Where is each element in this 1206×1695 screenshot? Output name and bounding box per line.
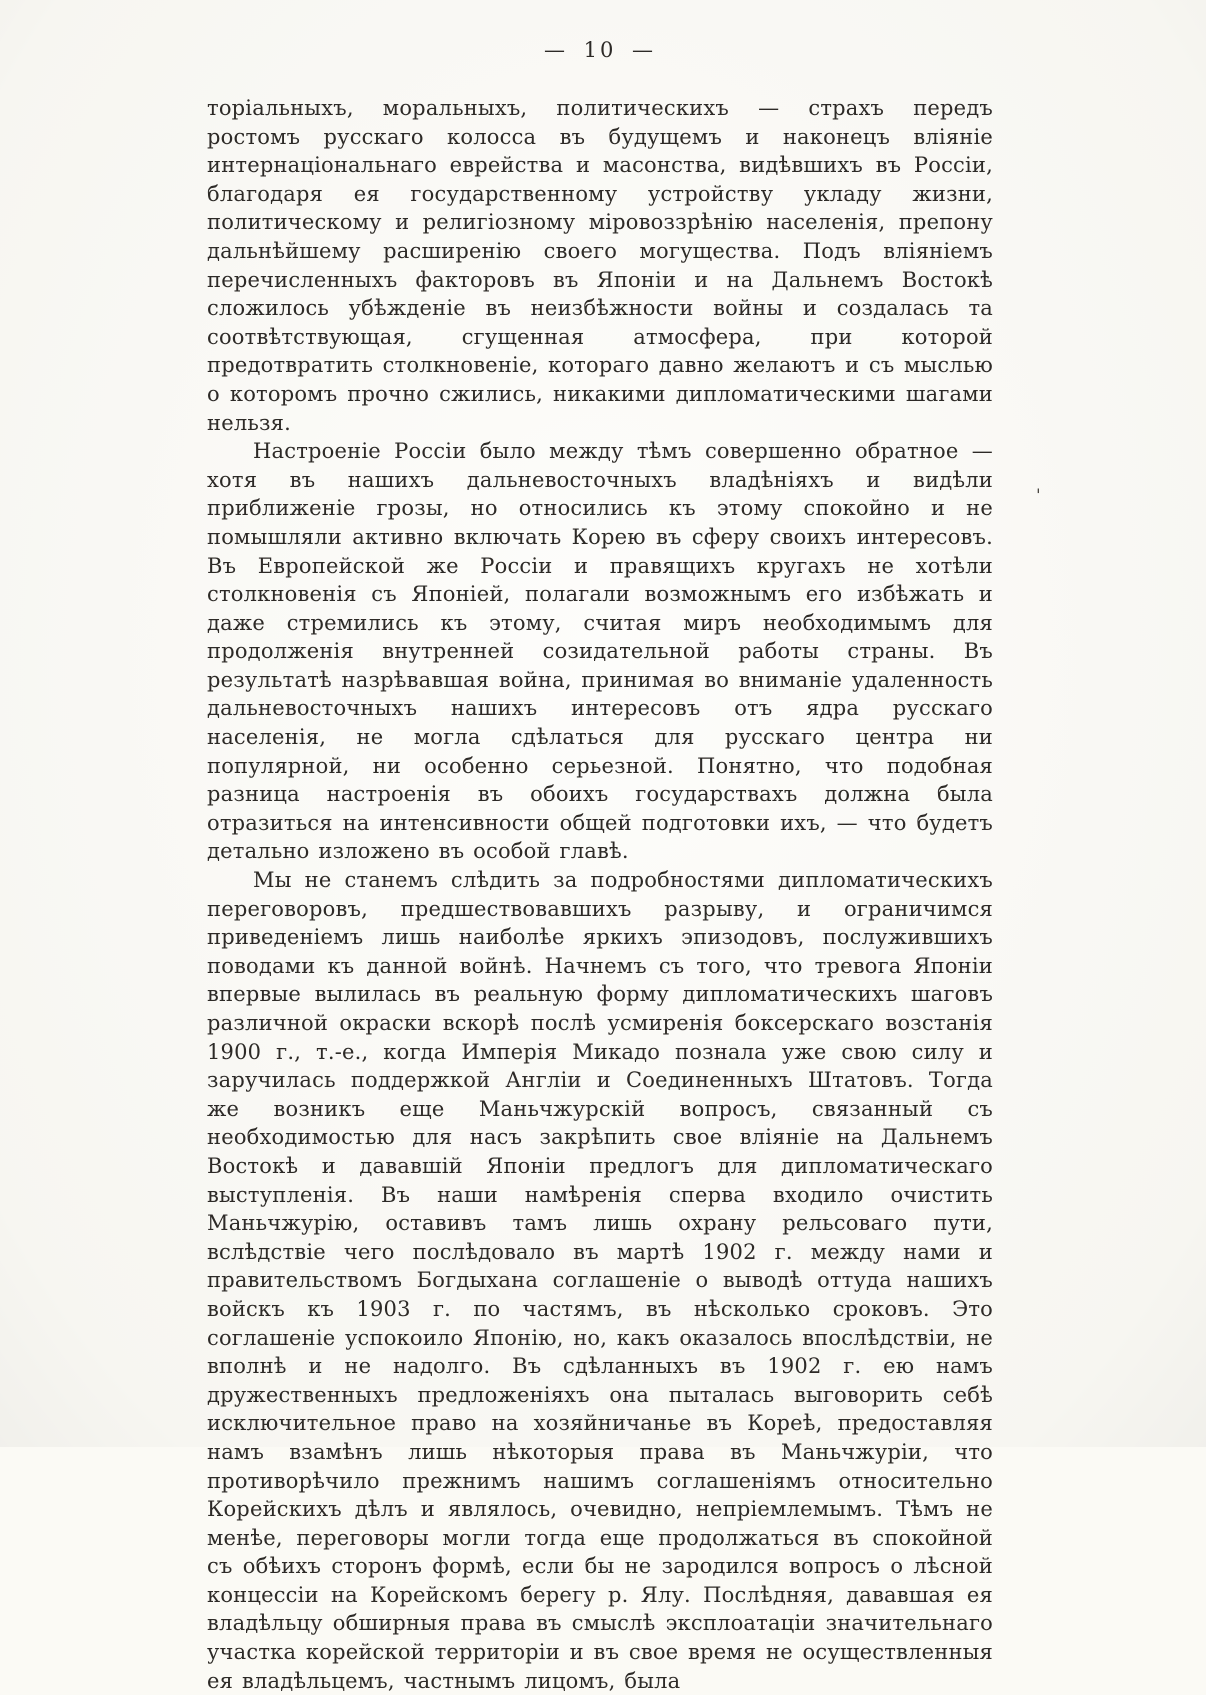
body-text — [207, 94, 993, 1695]
paragraph-continuation: торіальныхъ, моральныхъ, политическихъ — страхъ передъ ростомъ русскаго колосса въ будущемъ и наконецъ вліяніе интернаціональнаго еврейства и масонства, видѣвшихъ въ Россіи, благодаря ея государственному устройству укладу жизни, политическому и религіозному міровоззрѣнію населенія, препону дальнѣйшему расширенію своего могущества. Подъ вліяніемъ перечисленныхъ факторовъ въ Японіи и на Дальнемъ Востокѣ сложилось убѣжденіе въ неизбѣжности войны и создалась та соотвѣтствующая, сгущенная атмосфера, при которой предотвратить столкновеніе, котораго давно желаютъ и съ мыслью о которомъ прочно сжились, никакими дипломатическими шагами нельзя. — [207, 96, 993, 435]
page-number-header: — 10 — — [543, 38, 657, 62]
paragraph-russia-mood: Настроеніе Россіи было между тѣмъ совершенно обратное — хотя въ нашихъ дальневосточныхъ владѣніяхъ и видѣли приближеніе грозы, но относились къ этому спокойно и не помышляли активно включать Корею въ сферу своихъ интересовъ. Въ Европейской же Россіи и правящихъ кругахъ не хотѣли столкновенія съ Японіей, полагали возможнымъ его избѣжать и даже стремились къ этому, считая миръ необходимымъ для продолженія внутренней созидательной работы страны. Въ результатѣ назрѣвавшая война, принимая во вниманіе удаленность дальневосточныхъ нашихъ интересовъ отъ ядра русскаго населенія, не могла сдѣлаться для русскаго центра ни популярной, ни особенно серьезной. Понятно, что подобная разница настроенія въ обоихъ государствахъ должна была отразиться на интенсивности общей подготовки ихъ, — что будетъ детально изложено въ особой главѣ. — [207, 439, 993, 864]
paragraph-diplomatic-episodes: Мы не станемъ слѣдить за подробностями дипломатическихъ переговоровъ, предшествовавшихъ разрыву, и ограничимся приведеніемъ лишь наиболѣе яркихъ эпизодовъ, послужившихъ поводами къ данной войнѣ. Начнемъ съ того, что тревога Японіи впервые вылилась въ реальную форму дипломатическихъ шаговъ различной окраски вскорѣ послѣ усмиренія боксерскаго возстанія 1900 г., т.-е., когда Имперія Микадо познала уже свою силу и заручилась поддержкой Англіи и Соединенныхъ Штатовъ. Тогда же возникъ еще Маньчжурскій вопросъ, связанный съ необходимостью для насъ закрѣпить свое вліяніе на Дальнемъ Востокѣ и дававшій Японіи предлогъ для дипломатическаго выступленія. Въ наши намѣренія сперва входило очистить Маньчжурію, оставивъ тамъ лишь охрану рельсоваго пути, вслѣдствіе чего послѣдовало въ мартѣ 1902 г. между нами и правительствомъ Богдыхана соглашеніе о выводѣ оттуда нашихъ войскъ къ 1903 г. по частямъ, въ нѣсколько сроковъ. Это соглашеніе успокоило Японію, но, какъ оказалось впослѣдствіи, не вполнѣ и не надолго. Въ сдѣланныхъ въ 1902 г. ею намъ дружественныхъ предложеніяхъ она пыталась выговорить себѣ исключительное право на хозяйничанье въ Кореѣ, предоставляя намъ взамѣнъ лишь нѣкоторыя права въ Маньчжуріи, что противорѣчило прежнимъ нашимъ соглашеніямъ относительно Корейскихъ дѣлъ и являлось, очевидно, непріемлемымъ. Тѣмъ не менѣе, переговоры могли тогда еще продолжаться въ спокойной съ обѣихъ сторонъ формѣ, если бы не зародился вопросъ о лѣсной концессіи на Корейскомъ берегу р. Ялу. Послѣдняя, дававшая ея владѣльцу обширныя права въ смыслѣ эксплоатаціи значительнаго участка корейской территоріи и въ свое время не осуществленныя ея владѣльцемъ, частнымъ лицомъ, была — [207, 868, 993, 1693]
scan-artifact-mark: ' — [1036, 486, 1041, 506]
